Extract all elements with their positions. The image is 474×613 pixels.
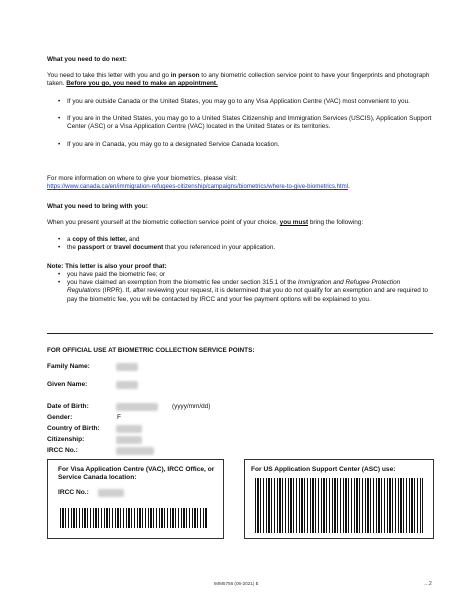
bring-item-letter-post: and (127, 236, 140, 243)
page-number-value: 2 (429, 581, 432, 587)
bring-item-letter (58, 236, 432, 244)
dob-label: Date of Birth: (47, 403, 89, 410)
bring-item-letter-bold: copy of this letter, (72, 236, 128, 243)
dob-redacted (116, 403, 158, 411)
more-info (47, 175, 467, 191)
next-text-2: to any biometric collection service point to have your fingerprints and photograph taken. (47, 72, 430, 88)
vac-barcode (60, 508, 208, 528)
location-item-outside: • If you are outside Canada or the United States, you may go to any Visa Application Centre (VAC) most convenient to you. (58, 98, 432, 106)
url-period: . (348, 183, 350, 191)
given-name-label: Given Name: (47, 381, 88, 388)
citizenship-redacted (116, 436, 142, 444)
official-heading: FOR OFFICIAL USE AT BIOMETRIC COLLECTION SERVICE POINTS: (47, 347, 255, 354)
asc-box-title: For US Application Support Center (ASC) use: (251, 466, 396, 473)
bring-item-letter-pre: a (67, 236, 73, 243)
more-info-text: For more information on where to give your biometrics, please visit: (47, 175, 238, 182)
form-code: IMM5756 (06-2021) E (214, 581, 259, 586)
vac-box-title: For Visa Application Centre (VAC), IRCC Office, or Service Canada location: (58, 466, 215, 482)
vac-box (47, 459, 224, 539)
bring-item-passport-mid: or (104, 244, 114, 252)
dob-format: (yyyy/mm/dd) (172, 403, 211, 410)
note-item-paid: • you have paid the biometric fee; or (58, 271, 432, 279)
note-exemption-pre: you have claimed an exemption from the biometric fee under section 315.1 of the (67, 279, 298, 287)
family-name-label: Family Name: (47, 363, 90, 370)
ircc-redacted (116, 447, 154, 455)
family-name-redacted (116, 363, 138, 371)
location-list (58, 98, 432, 149)
bring-item-passport-post: that you referenced in your application. (163, 244, 276, 252)
next-paragraph (47, 72, 432, 88)
note-heading: Note: This letter is also your proof that: (47, 263, 167, 270)
ircc-label: IRCC No.: (47, 447, 78, 454)
bring-paragraph (47, 219, 432, 227)
irpr-title: Immigration and Refugee Protection Regulations (67, 279, 401, 295)
note-list (58, 271, 432, 304)
section-divider (47, 333, 433, 334)
page-number: …2 (424, 581, 432, 587)
in-person-emphasis: in person (170, 72, 200, 79)
country-redacted (116, 425, 142, 433)
passport-bold: passport (77, 244, 105, 252)
location-item-canada: • If you are in Canada, you may go to a designated Service Canada location. (58, 141, 432, 149)
next-heading: What you need to do next: (47, 56, 127, 63)
gender-value: F (117, 414, 122, 421)
bring-item-passport-pre: the (67, 244, 78, 252)
given-name-redacted (116, 381, 138, 389)
asc-barcode (255, 478, 423, 533)
asc-box (244, 459, 434, 539)
note-item-exemption (58, 279, 432, 304)
gender-label: Gender: (47, 414, 73, 421)
biometrics-url-link[interactable]: https://www.canada.ca/en/immigration-refugees-citizenship/campaigns/biometrics/where-to-give-biometrics.html (47, 183, 349, 191)
travel-document-bold: travel document (113, 244, 164, 252)
vac-ircc-label: IRCC No.: (58, 489, 89, 496)
country-label: Country of Birth: (47, 425, 100, 432)
bring-text-1: When you present yourself at the biometric collection service point of your choice, (47, 219, 280, 226)
bring-heading: What you need to bring with you: (47, 203, 148, 210)
note-exemption-post: (IRPR). If, after reviewing your request, it is determined that you do not qualify for an exemption and are required to pay the biometric fee, you will be contacted by IRCC and your fee payment options will be explained to you. (67, 287, 428, 303)
appointment-emphasis: Before you go, you need to make an appointment. (66, 80, 218, 88)
citizenship-label: Citizenship: (47, 436, 85, 443)
bring-text-2: bring the following: (308, 219, 364, 226)
next-text-1: You need to take this letter with you and go (47, 72, 171, 79)
must-emphasis: you must (279, 219, 309, 226)
bring-list (58, 236, 432, 252)
location-item-us: • If you are in the United States, you may go to a United States Citizenship and Immigration Services (USCIS), Application Support Center (ASC) or a Visa Application Centre (VAC) located in the United States or its territories. (58, 115, 432, 131)
vac-ircc-redacted (98, 489, 124, 497)
bring-item-passport (58, 244, 432, 252)
